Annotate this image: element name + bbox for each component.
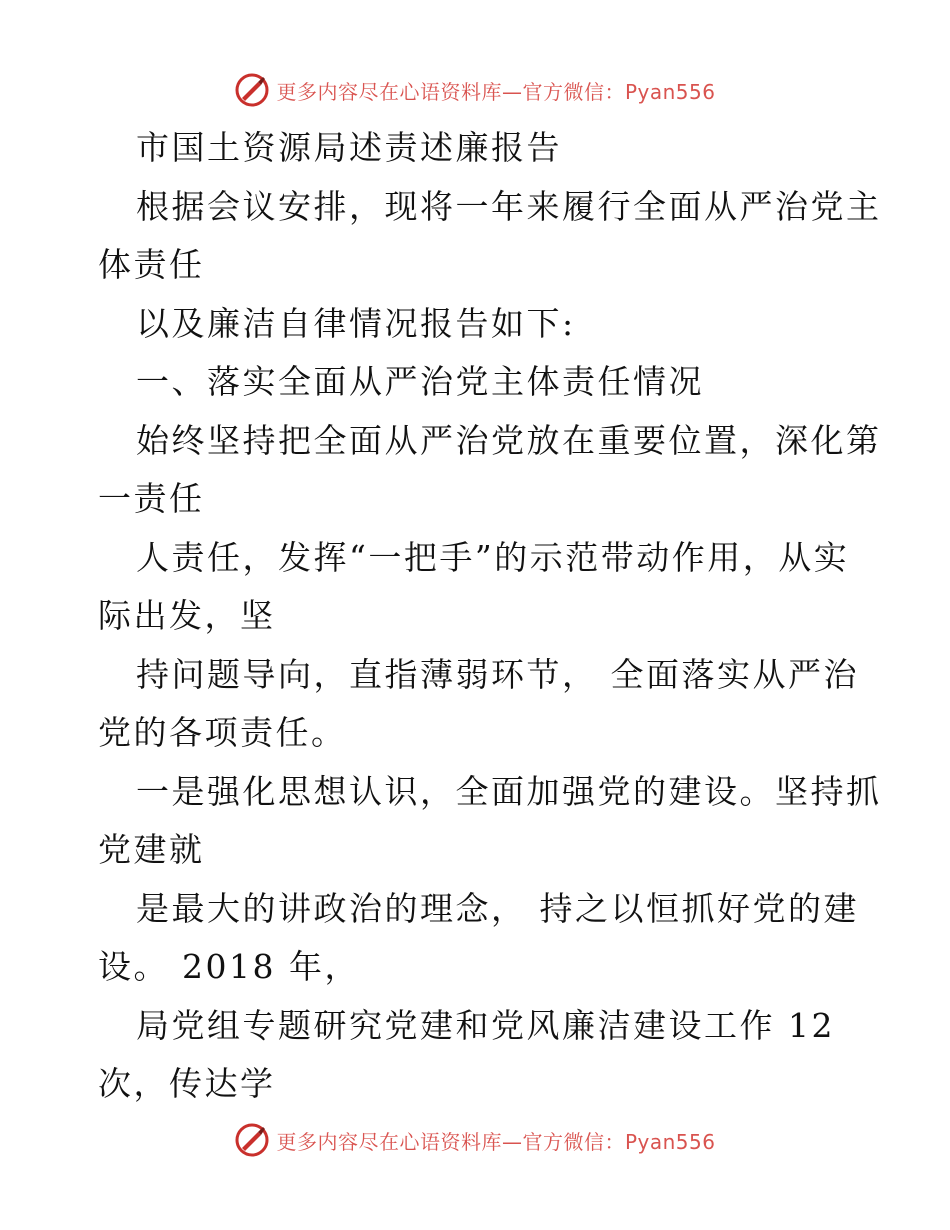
paragraph-line: 党建就 xyxy=(98,830,205,869)
paragraph-line: 人责任，发挥“一把手”的示范带动作用，从实 xyxy=(136,537,850,577)
document-body xyxy=(98,119,882,1114)
document-title: 市国土资源局述责述廉报告 xyxy=(136,128,562,167)
section-heading: 一、落实全面从严治党主体责任情况 xyxy=(136,362,704,401)
paragraph-line: 一是强化思想认识，全面加强党的建设。坚持抓 xyxy=(136,771,882,811)
pen-logo-icon xyxy=(234,1122,270,1158)
paragraph-line: 一责任 xyxy=(98,479,205,518)
paragraph-line: 次，传达学 xyxy=(98,1064,276,1103)
header-watermark-text: 更多内容尽在心语资料库—官方微信：Pyan556 xyxy=(276,79,716,104)
paragraph-line: 始终坚持把全面从严治党放在重要位置，深化第 xyxy=(136,420,882,460)
footer-watermark-banner xyxy=(0,1120,950,1160)
paragraph-line: 持问题导向，直指薄弱环节， 全面落实从严治 xyxy=(136,654,859,694)
paragraph-line: 根据会议安排，现将一年来履行全面从严治党主 xyxy=(136,186,882,226)
pen-logo-icon xyxy=(234,72,270,108)
paragraph-line: 体责任 xyxy=(98,245,205,284)
paragraph-line: 局党组专题研究党建和党风廉洁建设工作 12 xyxy=(136,1005,835,1045)
paragraph-line: 党的各项责任。 xyxy=(98,713,347,752)
header-watermark-banner xyxy=(0,70,950,110)
paragraph-line: 以及廉洁自律情况报告如下: xyxy=(136,303,576,343)
paragraph-line: 设。 2018 年， xyxy=(98,947,360,986)
footer-watermark-text: 更多内容尽在心语资料库—官方微信：Pyan556 xyxy=(276,1129,716,1154)
paragraph-line: 际出发，坚 xyxy=(98,596,276,635)
paragraph-line: 是最大的讲政治的理念， 持之以恒抓好党的建 xyxy=(136,888,859,928)
